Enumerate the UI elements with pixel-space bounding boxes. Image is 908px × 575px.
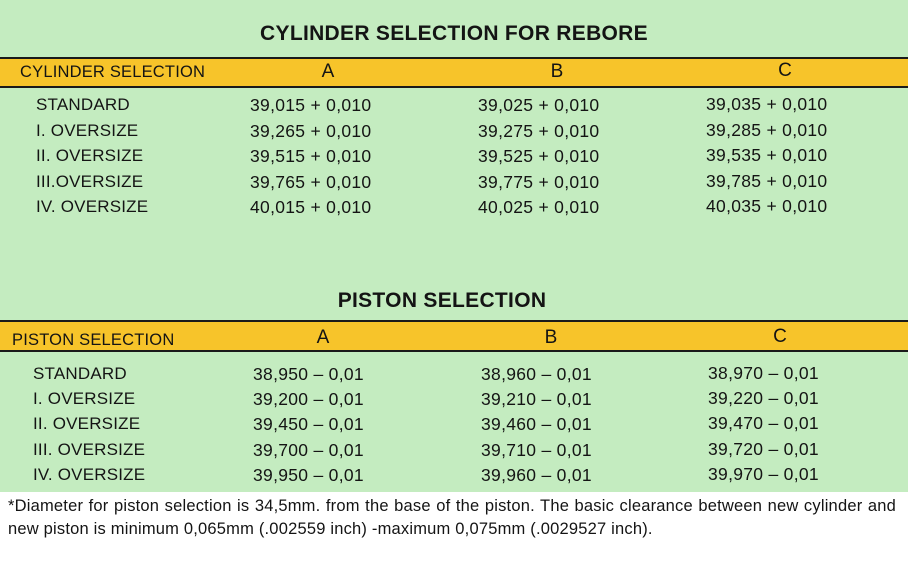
cylinder-value-cell: 39,515 + 0,010 — [250, 146, 372, 166]
piston-value-cell: 39,960 – 0,01 — [481, 464, 592, 485]
piston-value-cell: 38,950 – 0,01 — [253, 364, 364, 384]
piston-value-cell: 39,470 – 0,01 — [708, 413, 819, 434]
cylinder-col-a: A — [321, 61, 335, 82]
piston-row-label: III. OVERSIZE — [33, 439, 146, 459]
piston-value-cell: 39,200 – 0,01 — [253, 389, 364, 410]
cylinder-value-cell: 39,285 + 0,010 — [706, 119, 828, 140]
piston-value-cell: 39,710 – 0,01 — [481, 439, 592, 460]
cylinder-value-cell: 39,525 + 0,010 — [478, 146, 600, 166]
cylinder-value-cell: 40,025 + 0,010 — [478, 197, 600, 217]
cylinder-value-cell: 40,035 + 0,010 — [706, 196, 828, 216]
piston-row-label: II. OVERSIZE — [33, 414, 141, 434]
cylinder-row-label: II. OVERSIZE — [36, 146, 144, 165]
piston-header-label: PISTON SELECTION — [12, 331, 175, 349]
piston-value-cell: 39,970 – 0,01 — [708, 463, 819, 484]
piston-col-a: A — [316, 327, 330, 348]
cylinder-row-label: IV. OVERSIZE — [36, 197, 149, 216]
piston-value-cell: 39,450 – 0,01 — [253, 414, 364, 435]
piston-row-label: STANDARD — [33, 364, 127, 383]
cylinder-value-cell: 39,025 + 0,010 — [478, 95, 600, 115]
cylinder-row-label: STANDARD — [36, 95, 130, 114]
cylinder-header-label: CYLINDER SELECTION — [20, 63, 206, 81]
cylinder-value-cell: 39,535 + 0,010 — [706, 145, 828, 165]
piston-value-cell: 39,720 – 0,01 — [708, 438, 819, 459]
cylinder-value-cell: 39,035 + 0,010 — [706, 94, 828, 114]
piston-row-label: I. OVERSIZE — [33, 389, 136, 409]
piston-col-c: C — [773, 326, 787, 347]
piston-value-cell: 39,210 – 0,01 — [481, 389, 592, 410]
cylinder-value-cell: 39,765 + 0,010 — [250, 171, 372, 192]
cylinder-value-cell: 39,775 + 0,010 — [478, 171, 600, 192]
footnote: *Diameter for piston selection is 34,5mm. from the base of the piston. The basic clearance between new cylinder and new piston is minimum 0,065mm (.002559 inch) -maximum 0,075mm (.0029527 inch). — [8, 497, 896, 538]
cylinder-col-b: B — [550, 61, 564, 82]
cylinder-value-cell: 39,265 + 0,010 — [250, 120, 372, 141]
piston-value-cell: 39,460 – 0,01 — [481, 414, 592, 435]
piston-section-title: PISTON SELECTION — [337, 289, 547, 312]
cylinder-value-cell: 39,275 + 0,010 — [478, 120, 600, 141]
cylinder-section-title: CYLINDER SELECTION FOR REBORE — [260, 22, 648, 45]
cylinder-row-label: I. OVERSIZE — [36, 120, 139, 140]
piston-row-label: IV. OVERSIZE — [33, 464, 146, 484]
piston-col-b: B — [544, 327, 558, 348]
cylinder-value-cell: 39,785 + 0,010 — [706, 170, 828, 191]
piston-value-cell: 38,970 – 0,01 — [708, 363, 819, 383]
cylinder-value-cell: 39,015 + 0,010 — [250, 95, 372, 115]
piston-value-cell: 39,220 – 0,01 — [708, 388, 819, 409]
piston-value-cell: 39,950 – 0,01 — [253, 464, 364, 485]
cylinder-col-c: C — [778, 60, 792, 81]
piston-value-cell: 39,700 – 0,01 — [253, 439, 364, 460]
piston-value-cell: 38,960 – 0,01 — [481, 364, 592, 384]
cylinder-value-cell: 40,015 + 0,010 — [250, 197, 372, 217]
cylinder-row-label: III.OVERSIZE — [36, 171, 144, 191]
